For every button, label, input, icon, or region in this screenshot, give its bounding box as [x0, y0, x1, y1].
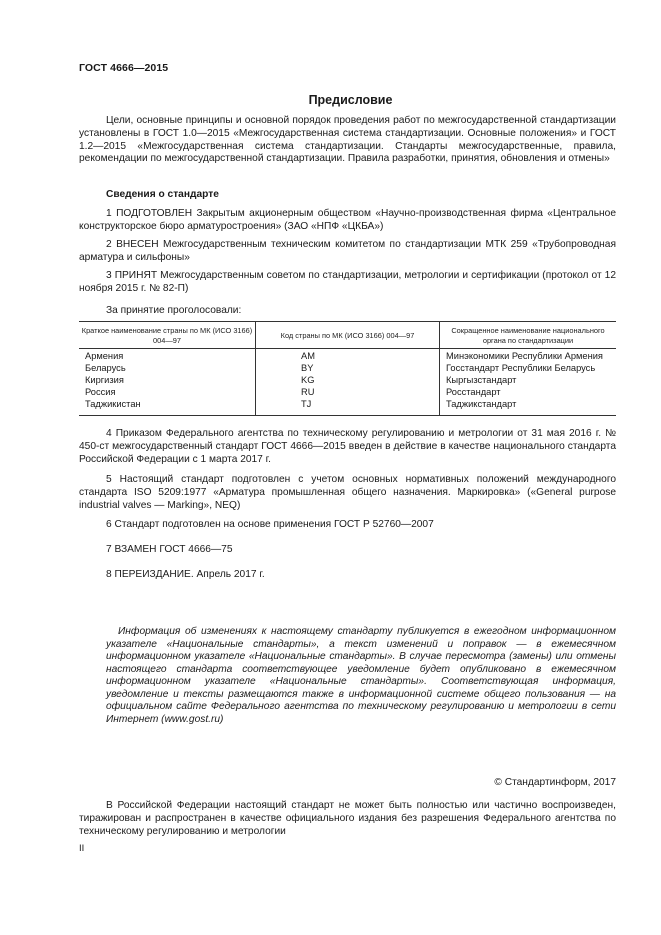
country-name: Россия — [85, 386, 116, 397]
standards-body: Кыргызстандарт — [446, 374, 517, 385]
item-6: 6 Стандарт подготовлен на основе применения ГОСТ Р 52760—2007 — [106, 519, 434, 530]
country-code: BY — [301, 362, 314, 373]
item-5-text: 5 Настоящий стандарт подготовлен с учетом основных нормативных положений международного стандарта ISO 5209:1977 «Арматура промышленная общего назначения. Маркировка» («General purpose industrial valves — Marking», NEQ) — [79, 474, 616, 511]
standards-bodies-cell — [440, 349, 617, 416]
country-name: Таджикистан — [85, 398, 141, 409]
country-names-cell — [79, 349, 256, 416]
item-3 — [79, 270, 616, 296]
item-3-text: 3 ПРИНЯТ Межгосударственным советом по стандартизации, метрологии и сертификации (протокол от 12 ноября 2015 г. № 82-П) — [79, 270, 616, 294]
header-standards-body: Сокращенное наименование национального органа по стандартизации — [440, 322, 617, 349]
intro-paragraph — [79, 115, 616, 166]
page-title: Предисловие — [308, 93, 393, 107]
intro-text: Цели, основные принципы и основной порядок проведения работ по межгосударственной стандартизации установлены в ГОСТ 1.0—2015 «Межгосударственная система стандартизации. Основные положения» и ГОСТ 1.2—2015 «Межгосударственная система стандартизации. Стандарты межгосударственные, правила, рекомендации по межгосударственной стандартизации. Правила разработки, принятия, обновления и отмены» — [79, 115, 616, 165]
reproduction-notice-text: В Российской Федерации настоящий стандарт не может быть полностью или частично воспроизведен, тиражирован и распространен в качестве официального издания без разрешения Федерального агентства по техническому регулированию и метрологии — [79, 800, 616, 837]
standards-body: Минэкономики Республики Армения — [446, 351, 603, 361]
standards-body: Росстандарт — [446, 386, 501, 397]
country-codes-cell — [256, 349, 440, 416]
standards-body: Госстандарт Республики Беларусь — [446, 362, 596, 373]
item-2-text: 2 ВНЕСЕН Межгосударственным техническим комитетом по стандартизации МТК 259 «Трубопроводная арматура и сильфоны» — [79, 239, 616, 263]
item-4 — [79, 428, 616, 466]
page-header: ГОСТ 4666—2015 — [79, 62, 169, 74]
item-2 — [79, 239, 616, 265]
table-header-row — [79, 322, 616, 349]
changes-info-text: Информация об изменениях к настоящему стандарту публикуется в ежегодном информационном указателе «Национальные стандарты», а текст изменений и поправок — в ежемесячном информационном указателе «Национальные стандарты». В случае пересмотра (замены) или отмены настоящего стандарта соответствующее уведомление будет опубликовано в ежемесячном информационном указателе «Национальные стандарты». Соответствующая информация, уведомление и тексты размещаются также в информационной системе общего пользования — на официальном сайте Федерального агентства по техническому регулированию и метрологии в сети Интернет (www.gost.ru) — [106, 626, 616, 725]
country-code: RU — [301, 386, 315, 397]
voting-table — [79, 321, 616, 416]
item-1 — [79, 208, 616, 234]
country-code: AM — [301, 351, 315, 361]
table-row — [79, 349, 616, 416]
item-4-text: 4 Приказом Федерального агентства по техническому регулированию и метрологии от 31 мая 2016 г. № 450-ст межгосударственный стандарт ГОСТ 4666—2015 введен в действие в качестве национального стандарта Российской Федерации с 1 марта 2017 г. — [79, 428, 616, 465]
country-name: Киргизия — [85, 374, 124, 385]
country-code: KG — [301, 374, 315, 385]
item-8: 8 ПЕРЕИЗДАНИЕ. Апрель 2017 г. — [106, 569, 265, 580]
changes-info-notice — [106, 626, 616, 726]
page-number: II — [79, 843, 85, 854]
about-heading: Сведения о стандарте — [106, 189, 219, 200]
item-7: 7 ВЗАМЕН ГОСТ 4666—75 — [106, 544, 233, 555]
header-country-name: Краткое наименование страны по МК (ИСО 3166) 004—97 — [79, 322, 256, 349]
item-1-text: 1 ПОДГОТОВЛЕН Закрытым акционерным обществом «Научно-производственная фирма «Центральное конструкторское бюро арматуростроения» (ЗАО «НПФ «ЦКБА») — [79, 208, 616, 232]
item-5 — [79, 474, 616, 512]
vote-label: За принятие проголосовали: — [106, 305, 242, 316]
copyright: © Стандартинформ, 2017 — [494, 777, 616, 788]
standards-body: Таджикстандарт — [446, 398, 517, 409]
country-code: TJ — [301, 398, 312, 409]
country-name: Армения — [85, 351, 124, 361]
header-country-code: Код страны по МК (ИСО 3166) 004—97 — [256, 322, 440, 349]
reproduction-notice — [79, 800, 616, 838]
country-name: Беларусь — [85, 362, 126, 373]
